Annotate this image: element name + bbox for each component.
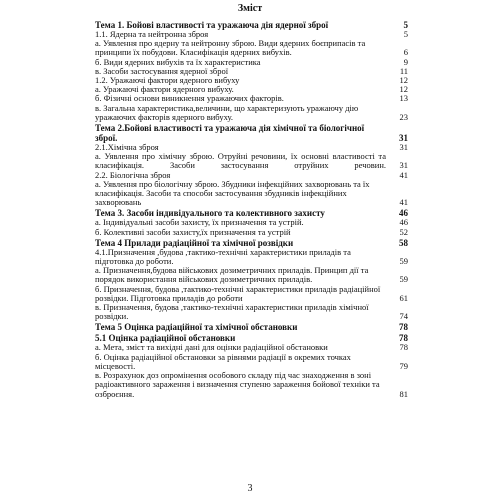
toc-entry-text: а. Уявлення про хімічну зброю. Отруйні речовини, їх основні властивості та класифікація. Засоби застосування отруйних речовин.: [95, 151, 386, 171]
toc-entry-text: 2.1.Хімічна зброя: [95, 142, 159, 153]
toc-entry-page: 41: [399, 169, 408, 180]
toc-entry-page: 78: [399, 333, 408, 344]
toc-entry-text: 2.2. Біологічна зброя: [95, 169, 171, 180]
toc-entry-page: 46: [399, 217, 408, 228]
toc-entry-page: 46: [399, 208, 408, 219]
toc-entry: [95, 152, 408, 170]
toc-entry-text: Тема 2.Бойові властивості та уражаюча дія хімічної та біологічної зброї.: [95, 123, 365, 144]
toc-entry-text: 1.1. Ядерна та нейтронна зброя: [95, 29, 209, 39]
toc-entry: [95, 371, 408, 399]
toc-entry-text: Тема 5 Оцінка радіаційної та хімічної обстановки: [95, 322, 298, 333]
toc-entry-text: в. Загальна характеристика,величини, що характеризують уражаючу дію уражаючих факторів ядерного вибуху.: [95, 102, 359, 122]
toc-entry: [95, 248, 408, 266]
toc-entry-text: а. Уражаючі фактори ядерного вибуху.: [95, 84, 234, 95]
toc-entry: [95, 266, 408, 284]
toc-entry-text: Тема 1. Бойові властивості та уражаюча дія ядерної зброї: [95, 20, 329, 30]
toc-entry-page: 79: [399, 360, 408, 371]
toc-entry-page: 41: [399, 197, 408, 208]
toc-entry-page: 11: [399, 65, 408, 76]
toc-entry-page: 59: [399, 274, 408, 285]
toc-entry-page: 58: [399, 237, 408, 248]
toc-entry-text: б. Колективні засоби захисту,їх призначення та устрій: [95, 226, 291, 237]
toc-entry: [95, 180, 408, 208]
toc-entry-text: б. Оцінка радіаційної обстановки за рівнями радіації в окремих точках місцевості.: [95, 351, 351, 371]
toc-entry-page: 5: [403, 29, 408, 39]
toc-entry-text: в. Призначення, будова ,тактико-технічні характеристики приладів хімічної розвідки.: [95, 302, 369, 322]
toc-entry-page: 5: [403, 20, 408, 30]
toc-entry-text: Тема 4 Прилади радіаційної та хімічної розвідки: [95, 237, 294, 248]
toc-entry-page: 74: [399, 311, 408, 322]
page-number: 3: [247, 483, 253, 494]
table-of-contents: [95, 20, 408, 399]
toc-entry: [95, 104, 408, 122]
toc-entry-text: б. Призначення, будова ,тактико-технічні характеристики приладів радіаційної розвідки. Підготовка приладів до роботи: [95, 283, 381, 303]
toc-section-entry: [95, 123, 408, 143]
toc-entry-text: 1.2. Уражаючі фактори ядерного вибуху: [95, 75, 240, 86]
toc-entry-text: б. Фізичні основи виникнення уражаючих факторів.: [95, 93, 284, 104]
toc-entry-text: а. Уявлення про біологічну зброю. Збудники інфекційних захворювань та їх класифікація. Засоби та способи застосування збудників інфекційних захворювань: [95, 178, 370, 208]
toc-entry-page: 23: [399, 111, 408, 122]
toc-entry-page: 13: [399, 93, 408, 104]
toc-entry: [95, 353, 408, 371]
toc-entry-text: а. Призначення,будова військових дозиметричних приладів. Принцип дії та порядок використання військових дозиметричних приладів.: [95, 265, 369, 285]
toc-entry-page: 52: [399, 226, 408, 237]
toc-entry-page: 61: [399, 292, 408, 303]
toc-entry-page: 6: [403, 47, 408, 58]
toc-entry-text: Тема 3. Засоби індивідуального та колективного захисту: [95, 208, 325, 219]
toc-entry-text: а. Мета, зміст та вихідні дані для оцінки радіаційної обстановки: [95, 342, 328, 353]
toc-entry: [95, 285, 408, 303]
toc-entry-text: 4.1.Призначення ,будова ,тактико-технічні характеристики приладів та підготовка до роботи.: [95, 246, 351, 267]
toc-entry-page: 31: [399, 160, 408, 171]
toc-entry-page: 78: [399, 322, 408, 333]
toc-entry-text: б. Види ядерних вибухів та їх характеристика: [95, 56, 261, 67]
page-title: Зміст: [237, 3, 263, 14]
toc-entry-text: в. Розрахунок доз опромінення особового складу під час знаходження в зоні радіоактивного зараження і визначення ступеню зараження бойової техніки та озброєння.: [95, 370, 380, 399]
toc-entry-page: 12: [399, 84, 408, 95]
toc-entry: [95, 303, 408, 321]
toc-entry-text: а. Індивідуальні засоби захисту, їх призначення та устрій.: [95, 217, 304, 228]
toc-entry-page: 78: [399, 342, 408, 353]
toc-entry-page: 12: [399, 75, 408, 86]
toc-entry-page: 9: [403, 56, 408, 67]
toc-entry-text: а. Уявлення про ядерну та нейтронну зброю. Види ядерних боєприпасів та принципи їх побудови. Класифікація ядерних вибухів.: [95, 38, 366, 58]
toc-entry-page: 81: [399, 388, 408, 399]
toc-entry-page: 31: [399, 142, 408, 153]
toc-entry-text: в. Засоби застосування ядерної зброї: [95, 65, 229, 76]
toc-entry-page: 31: [399, 133, 408, 144]
toc-entry: [95, 39, 408, 57]
toc-entry-text: 5.1 Оцінка радіаційної обстановки: [95, 333, 236, 344]
toc-entry: [95, 228, 408, 237]
toc-section-entry: [95, 322, 408, 332]
toc-entry-page: 59: [399, 256, 408, 267]
